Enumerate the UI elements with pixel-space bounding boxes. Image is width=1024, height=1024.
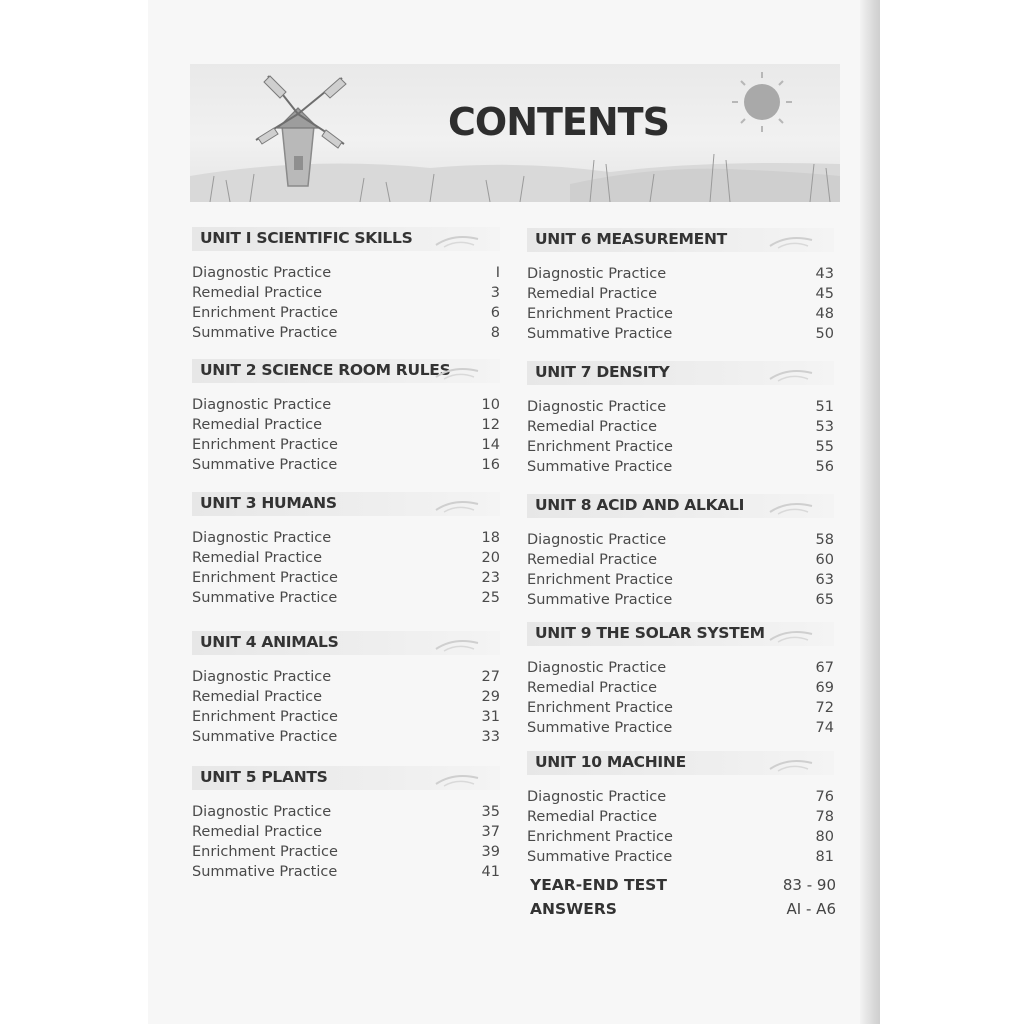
page-title: CONTENTS xyxy=(448,100,669,144)
sun-icon xyxy=(732,72,792,132)
entry-label: Summative Practice xyxy=(527,326,673,342)
unit-header xyxy=(527,228,834,252)
unit-title: UNIT 2 SCIENCE ROOM RULES xyxy=(200,361,451,379)
entry-page-number: 67 xyxy=(815,660,834,676)
toc-entry xyxy=(527,530,834,550)
entry-page-number: I xyxy=(495,265,500,281)
toc-entry xyxy=(527,698,834,718)
entry-label: Enrichment Practice xyxy=(192,570,338,586)
toc-entry xyxy=(527,437,834,457)
bird-decoration-icon xyxy=(434,361,480,381)
unit-items xyxy=(527,658,834,738)
unit-items xyxy=(192,667,500,747)
entry-page-number: 20 xyxy=(481,550,500,566)
toc-entry xyxy=(192,667,500,687)
toc-entry xyxy=(527,827,834,847)
entry-label: Enrichment Practice xyxy=(527,700,673,716)
entry-label: Remedial Practice xyxy=(192,824,323,840)
entry-page-number: 6 xyxy=(490,305,500,321)
entry-label: Enrichment Practice xyxy=(192,709,338,725)
year-end-test-entry xyxy=(528,876,836,898)
entry-label: Summative Practice xyxy=(527,849,673,865)
toc-entry xyxy=(192,455,500,475)
bird-decoration-icon xyxy=(768,363,814,383)
toc-entry xyxy=(527,718,834,738)
toc-entry xyxy=(527,264,834,284)
entry-label: Enrichment Practice xyxy=(527,572,673,588)
entry-page-number: 56 xyxy=(815,459,834,475)
entry-page-number: 3 xyxy=(490,285,500,301)
entry-label: Remedial Practice xyxy=(192,550,323,566)
entry-label: Enrichment Practice xyxy=(192,305,338,321)
entry-label: Diagnostic Practice xyxy=(527,532,667,548)
unit-header xyxy=(527,361,834,385)
entry-page-number: 43 xyxy=(815,266,834,282)
answers-label: ANSWERS xyxy=(530,900,617,918)
entry-label: Diagnostic Practice xyxy=(527,399,667,415)
toc-entry xyxy=(192,415,500,435)
entry-page-number: 35 xyxy=(481,804,500,820)
entry-label: Remedial Practice xyxy=(527,419,658,435)
unit-title: UNIT 9 THE SOLAR SYSTEM xyxy=(535,624,765,642)
bird-decoration-icon xyxy=(768,230,814,250)
entry-page-number: 65 xyxy=(815,592,834,608)
unit-items xyxy=(527,264,834,344)
toc-entry xyxy=(192,548,500,568)
entry-label: Remedial Practice xyxy=(527,552,658,568)
entry-label: Summative Practice xyxy=(192,864,338,880)
unit-title: UNIT 4 ANIMALS xyxy=(200,633,339,651)
unit-items xyxy=(527,787,834,867)
bird-decoration-icon xyxy=(768,624,814,644)
entry-page-number: 41 xyxy=(481,864,500,880)
entry-label: Diagnostic Practice xyxy=(527,266,667,282)
bird-decoration-icon xyxy=(434,494,480,514)
toc-entry xyxy=(527,284,834,304)
bird-decoration-icon xyxy=(434,633,480,653)
toc-entry xyxy=(527,304,834,324)
right-unit-section xyxy=(527,751,834,867)
answers-entry xyxy=(528,900,836,922)
toc-entry xyxy=(192,687,500,707)
year-end-test-page: 83 - 90 xyxy=(782,876,836,894)
right-unit-section xyxy=(527,622,834,738)
unit-header xyxy=(192,766,500,790)
entry-label: Summative Practice xyxy=(192,590,338,606)
right-unit-section xyxy=(527,494,834,610)
left-unit-section xyxy=(192,766,500,882)
unit-items xyxy=(192,395,500,475)
bird-decoration-icon xyxy=(768,496,814,516)
entry-page-number: 58 xyxy=(815,532,834,548)
entry-label: Diagnostic Practice xyxy=(192,530,332,546)
entry-label: Diagnostic Practice xyxy=(192,669,332,685)
background xyxy=(880,0,1024,1024)
unit-header xyxy=(192,492,500,516)
unit-title: UNIT 7 DENSITY xyxy=(535,363,670,381)
entry-label: Summative Practice xyxy=(192,457,338,473)
entry-page-number: 69 xyxy=(815,680,834,696)
unit-header xyxy=(192,227,500,251)
entry-page-number: 48 xyxy=(815,306,834,322)
unit-items xyxy=(192,528,500,608)
entry-label: Remedial Practice xyxy=(527,809,658,825)
year-end-test-label: YEAR-END TEST xyxy=(530,876,667,894)
entry-label: Summative Practice xyxy=(192,729,338,745)
entry-label: Enrichment Practice xyxy=(192,844,338,860)
unit-title: UNIT 10 MACHINE xyxy=(535,753,686,771)
entry-label: Diagnostic Practice xyxy=(192,804,332,820)
entry-page-number: 45 xyxy=(815,286,834,302)
bird-decoration-icon xyxy=(434,229,480,249)
unit-items xyxy=(192,263,500,343)
unit-header xyxy=(527,622,834,646)
entry-page-number: 50 xyxy=(815,326,834,342)
bird-decoration-icon xyxy=(434,768,480,788)
entry-label: Remedial Practice xyxy=(192,689,323,705)
entry-label: Enrichment Practice xyxy=(527,829,673,845)
toc-entry xyxy=(192,862,500,882)
entry-label: Remedial Practice xyxy=(192,417,323,433)
entry-page-number: 72 xyxy=(815,700,834,716)
entry-page-number: 29 xyxy=(481,689,500,705)
toc-entry xyxy=(192,842,500,862)
entry-label: Remedial Practice xyxy=(527,680,658,696)
toc-entry xyxy=(527,590,834,610)
toc-entry xyxy=(527,324,834,344)
entry-page-number: 39 xyxy=(481,844,500,860)
unit-header xyxy=(192,359,500,383)
entry-label: Summative Practice xyxy=(527,459,673,475)
right-unit-section xyxy=(527,361,834,477)
toc-entry xyxy=(527,550,834,570)
entry-page-number: 18 xyxy=(481,530,500,546)
entry-page-number: 81 xyxy=(815,849,834,865)
entry-label: Diagnostic Practice xyxy=(527,660,667,676)
answers-page: AI - A6 xyxy=(786,900,836,918)
toc-entry xyxy=(192,435,500,455)
unit-title: UNIT 8 ACID AND ALKALI xyxy=(535,496,745,514)
toc-entry xyxy=(192,588,500,608)
entry-page-number: 37 xyxy=(481,824,500,840)
unit-items xyxy=(527,397,834,477)
toc-entry xyxy=(527,570,834,590)
entry-page-number: 12 xyxy=(481,417,500,433)
unit-title: UNIT 6 MEASUREMENT xyxy=(535,230,727,248)
left-unit-section xyxy=(192,631,500,747)
entry-page-number: 80 xyxy=(815,829,834,845)
toc-entry xyxy=(527,787,834,807)
entry-page-number: 55 xyxy=(815,439,834,455)
left-unit-section xyxy=(192,227,500,343)
entry-label: Enrichment Practice xyxy=(192,437,338,453)
left-unit-section xyxy=(192,492,500,608)
entry-page-number: 16 xyxy=(481,457,500,473)
toc-entry xyxy=(527,807,834,827)
entry-page-number: 53 xyxy=(815,419,834,435)
toc-entry xyxy=(192,395,500,415)
unit-header xyxy=(192,631,500,655)
entry-label: Summative Practice xyxy=(527,720,673,736)
unit-header xyxy=(527,751,834,775)
toc-entry xyxy=(192,707,500,727)
entry-label: Remedial Practice xyxy=(192,285,323,301)
unit-title: UNIT 5 PLANTS xyxy=(200,768,328,786)
entry-label: Summative Practice xyxy=(527,592,673,608)
entry-page-number: 78 xyxy=(815,809,834,825)
entry-page-number: 10 xyxy=(481,397,500,413)
unit-header xyxy=(527,494,834,518)
toc-entry xyxy=(192,727,500,747)
entry-page-number: 8 xyxy=(490,325,500,341)
entry-page-number: 14 xyxy=(481,437,500,453)
toc-entry xyxy=(527,397,834,417)
entry-label: Summative Practice xyxy=(192,325,338,341)
entry-page-number: 60 xyxy=(815,552,834,568)
entry-label: Enrichment Practice xyxy=(527,306,673,322)
entry-label: Diagnostic Practice xyxy=(527,789,667,805)
entry-page-number: 23 xyxy=(481,570,500,586)
toc-entry xyxy=(192,303,500,323)
entry-label: Diagnostic Practice xyxy=(192,397,332,413)
right-unit-section xyxy=(527,228,834,344)
entry-page-number: 76 xyxy=(815,789,834,805)
toc-entry xyxy=(527,417,834,437)
page-binding-shadow xyxy=(860,0,880,1024)
entry-page-number: 63 xyxy=(815,572,834,588)
entry-label: Diagnostic Practice xyxy=(192,265,332,281)
entry-page-number: 51 xyxy=(815,399,834,415)
unit-items xyxy=(527,530,834,610)
entry-label: Enrichment Practice xyxy=(527,439,673,455)
toc-entry xyxy=(192,802,500,822)
entry-page-number: 25 xyxy=(481,590,500,606)
left-unit-section xyxy=(192,359,500,475)
entry-page-number: 27 xyxy=(481,669,500,685)
unit-title: UNIT I SCIENTIFIC SKILLS xyxy=(200,229,413,247)
toc-entry xyxy=(192,323,500,343)
toc-entry xyxy=(192,283,500,303)
entry-label: Remedial Practice xyxy=(527,286,658,302)
toc-entry xyxy=(527,457,834,477)
toc-entry xyxy=(527,678,834,698)
entry-page-number: 74 xyxy=(815,720,834,736)
toc-entry xyxy=(192,528,500,548)
unit-items xyxy=(192,802,500,882)
entry-page-number: 33 xyxy=(481,729,500,745)
toc-entry xyxy=(192,822,500,842)
bird-decoration-icon xyxy=(768,753,814,773)
unit-title: UNIT 3 HUMANS xyxy=(200,494,337,512)
entry-page-number: 31 xyxy=(481,709,500,725)
toc-entry xyxy=(527,847,834,867)
toc-entry xyxy=(192,263,500,283)
toc-entry xyxy=(527,658,834,678)
toc-entry xyxy=(192,568,500,588)
